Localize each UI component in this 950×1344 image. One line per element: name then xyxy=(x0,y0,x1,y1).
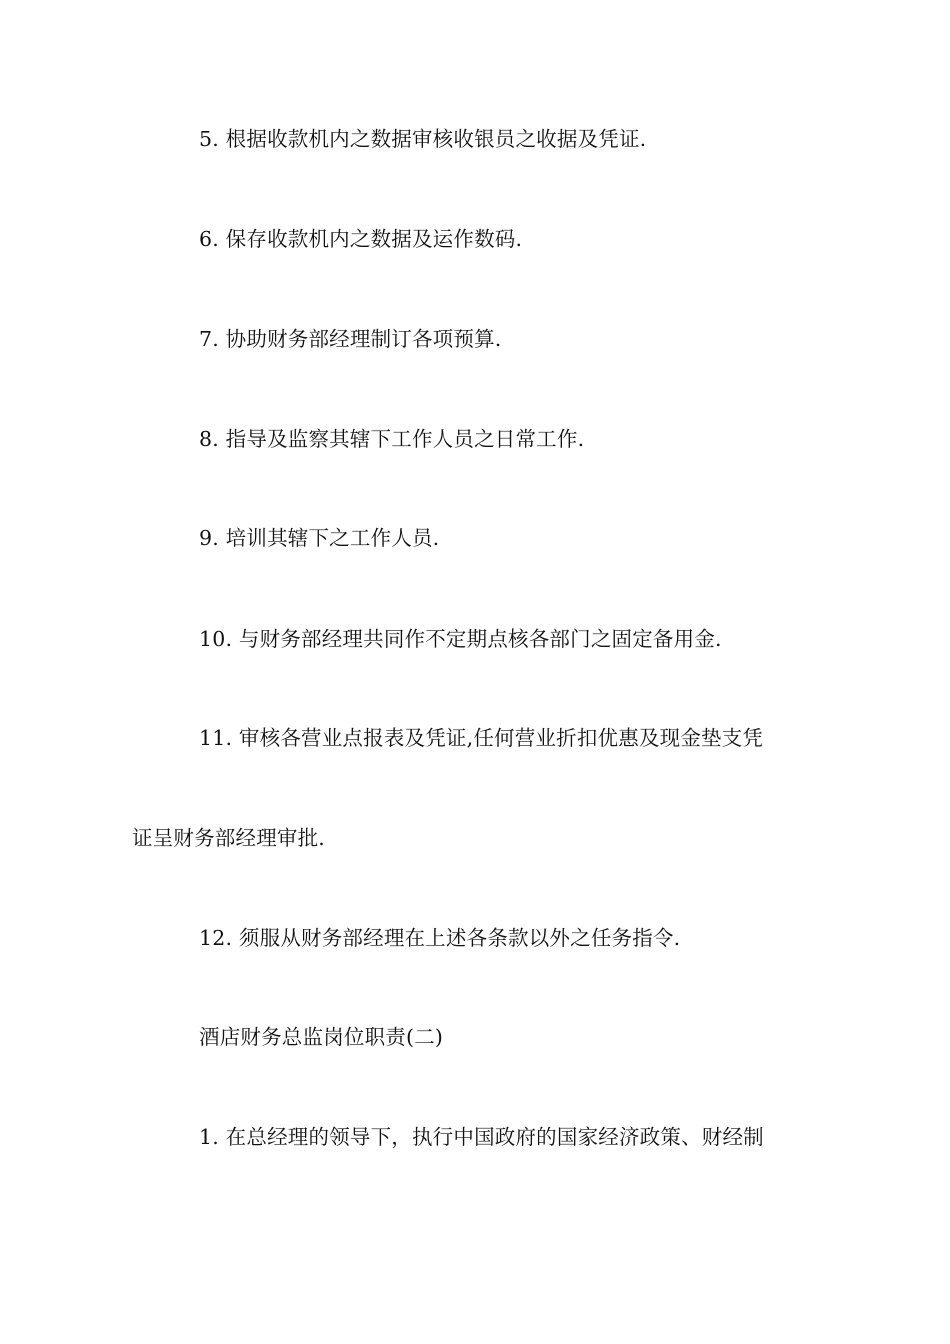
paragraph-item-11: 11. 审核各营业点报表及凭证,任何营业折扣优惠及现金垫支凭 xyxy=(199,726,764,750)
paragraph-item-9: 9. 培训其辖下之工作人员. xyxy=(199,526,440,550)
section-heading: 酒店财务总监岗位职责(二) xyxy=(199,1025,444,1049)
paragraph-item-11-continued: 证呈财务部经理审批. xyxy=(132,826,326,850)
paragraph-item-10: 10. 与财务部经理共同作不定期点核各部门之固定备用金. xyxy=(199,627,722,651)
paragraph-item-6: 6. 保存收款机内之数据及运作数码. xyxy=(199,227,523,251)
paragraph-section2-item-1: 1. 在总经理的领导下，执行中国政府的国家经济政策、财经制 xyxy=(199,1125,764,1149)
paragraph-item-8: 8. 指导及监察其辖下工作人员之日常工作. xyxy=(199,427,585,451)
paragraph-item-12: 12. 须服从财务部经理在上述各条款以外之任务指令. xyxy=(199,926,681,950)
paragraph-item-7: 7. 协助财务部经理制订各项预算. xyxy=(199,327,502,351)
paragraph-item-5: 5. 根据收款机内之数据审核收银员之收据及凭证. xyxy=(199,127,647,151)
